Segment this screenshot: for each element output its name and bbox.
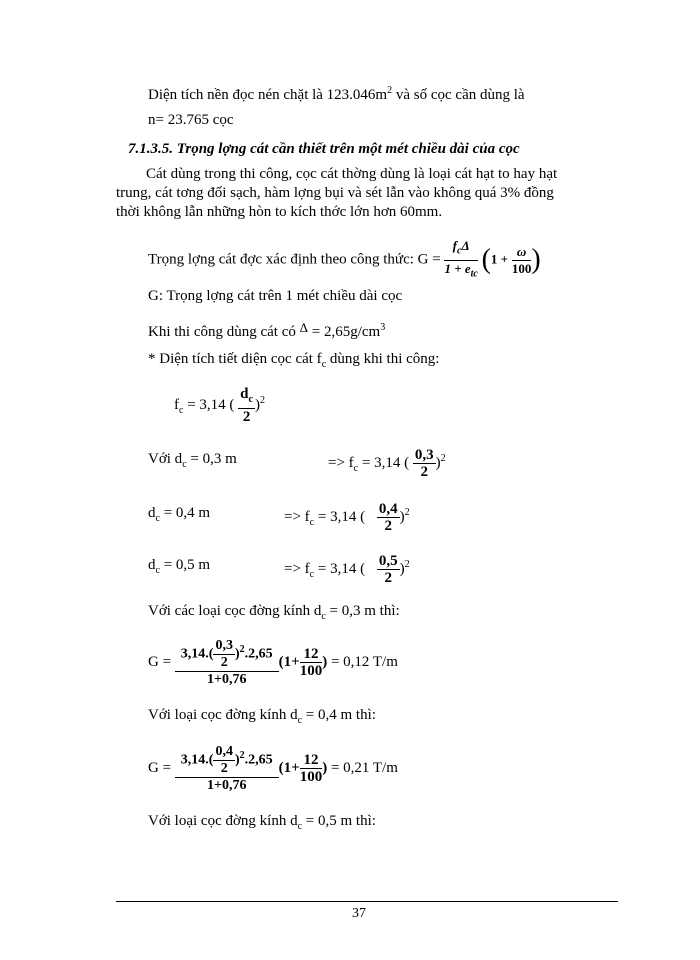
result-formula-0-3: G = 3,14.( $\frac{0,3}{2}$ )$^2$.2,65 1+0,76 (1+ $\frac{12}{100}$ ) = 0,12 T/m (148, 637, 398, 687)
result-intro-0-3: Với các loại cọc đờng kính $d_c = 0,3$ m thì: (148, 603, 400, 622)
case-diameter-0-4: $d_c = 0,4$ m => $f_c = 3,14$ ( $\frac{0,4}{2}$ )$^2$ (148, 501, 410, 535)
fc-formula: $f_c = 3,14$ ( $\frac{d_c}{2}$ )$^2$ (174, 386, 265, 426)
cross-section-line: * Diện tích tiết diện cọc cát $f_c$ dùng khi thi công: (148, 351, 440, 370)
footer-rule (116, 901, 618, 902)
case-diameter-0-5: $d_c = 0,5$ m => $f_c = 3,14$ ( $\frac{0,5}{2}$ )$^2$ (148, 553, 410, 587)
case-diameter-0-3: Với $d_c = 0,3$ m => $f_c = 3,14$ ( $\frac{0,3}{2}$ )$^2$ (148, 447, 446, 481)
weight-formula: Trọng lợng cát đợc xác định theo công thức: G = $\frac{f_c\Delta}{1 + e_{tc}}$ (1 + $\frac{\omega}{100}$ ) (148, 238, 541, 280)
result-formula-0-4: G = 3,14.( $\frac{0,4}{2}$ )$^2$.2,65 1+0,76 (1+ $\frac{12}{100}$ ) = 0,21 T/m (148, 743, 398, 793)
section-heading: 7.1.3.5. Trọng lợng cát cần thiết trên một mét chiều dài của cọc (128, 141, 520, 157)
paragraph-line-2: trung, cát tơng đối sạch, hàm lợng bụi và sét lẫn vào không quá 3% đồng (116, 185, 554, 201)
result-intro-0-4: Với loại cọc đờng kính $d_c = 0,4$ m thì: (148, 707, 376, 726)
paragraph-line-1: Cát dùng trong thi công, cọc cát thờng dùng là loại cát hạt to hay hạt (146, 166, 558, 182)
pile-count-line: n= 23.765 cọc (148, 112, 234, 128)
page-number: 37 (352, 906, 366, 921)
sand-density-line: Khi thi công dùng cát có $\Delta = 2,65g/cm^3$ (148, 320, 386, 340)
paragraph-line-3: thời không lẫn những hòn to kích thớc lớn hơn 60mm. (116, 204, 443, 220)
g-definition: G: Trọng lợng cát trên 1 mét chiều dài cọc (148, 288, 403, 304)
area-line: Diện tích nền đọc nén chặt là $123.046m^2$ và số cọc cần dùng là (148, 85, 525, 103)
result-intro-0-5: Với loại cọc đờng kính $d_c = 0,5$ m thì: (148, 813, 376, 832)
